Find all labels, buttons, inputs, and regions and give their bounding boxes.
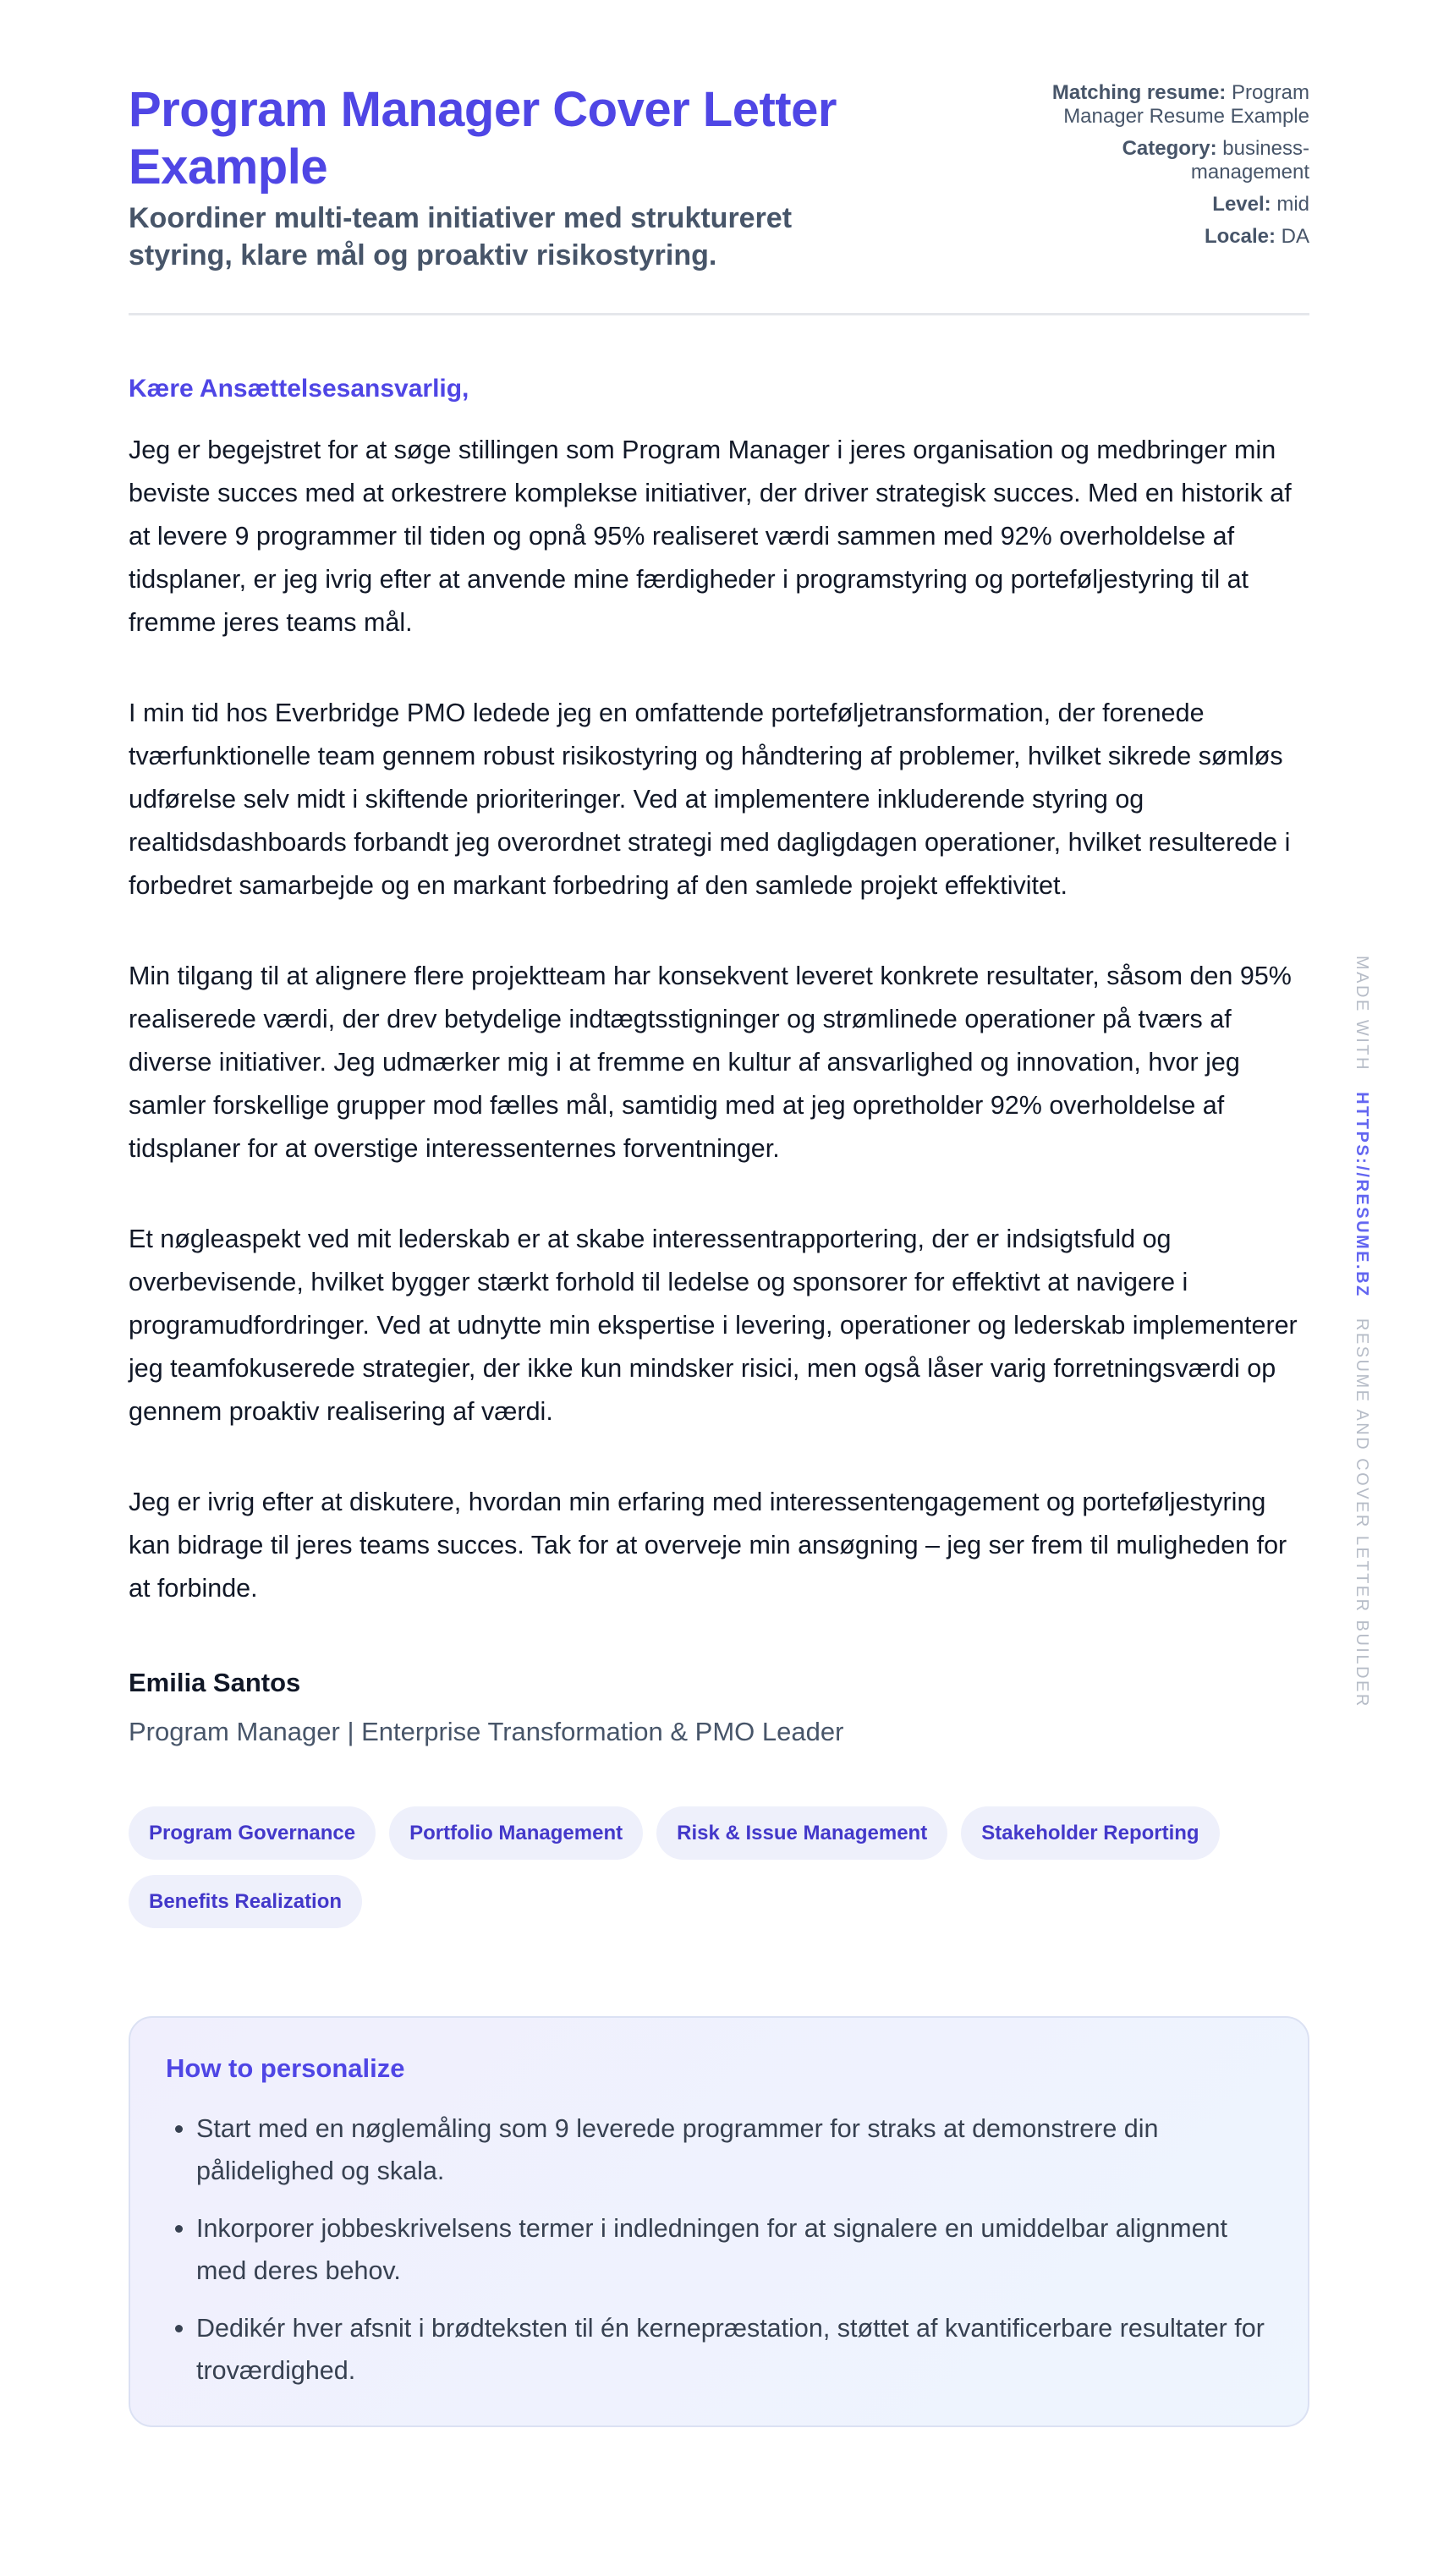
meta-value: business-management [1190,137,1309,184]
meta-value: mid [1276,193,1309,216]
meta-key: Category: [1122,137,1217,160]
skill-tag: Benefits Realization [129,1875,362,1928]
meta-info [1022,81,1309,257]
skill-tag: Risk & Issue Management [656,1806,947,1860]
meta-locale [1022,225,1309,249]
header-titles [129,81,873,274]
letter-paragraph: Jeg er ivrig efter at diskutere, hvordan min erfaring med interessentengagement og porteføljestyring kan bidrage til jeres teams succes. Tak for at overveje min ansøgning – jeg ser frem til muligheden for at forbinde. [129,1488,1287,1603]
letter-paragraph: I min tid hos Everbridge PMO ledede jeg en omfattende porteføljetransformation, der forenede tværfunktionelle team gennem robust risikostyring og håndtering af problemer, hvilket sikrede sømløs udførelse selv midt i skiftende prioriteringer. Ved at implementere inkluderende styring og realtidsdashboards forbandt jeg overordnet strategi med dagligdagen operationer, hvilket resulterede i forbedret samarbejde og en markant forbedring af den samlede projekt effektivitet. [129,699,1291,900]
skill-tags [129,1806,1309,1928]
letter-body [129,429,1309,1610]
page-title: Program Manager Cover Letter Example [129,82,837,195]
meta-category [1022,137,1309,184]
signature-name: Emilia Santos [129,1668,301,1697]
tips-heading: How to personalize [166,2053,405,2083]
meta-key: Locale: [1204,225,1276,248]
meta-key: Matching resume: [1051,81,1227,104]
credit-link[interactable]: HTTPS://RESUME.BZ [1353,1092,1371,1298]
skill-tag: Program Governance [129,1806,376,1860]
letter-header [129,81,1309,315]
meta-value: DA [1281,225,1309,248]
credit-suffix: RESUME AND COVER LETTER BUILDER [1353,1318,1371,1708]
salutation: Kære Ansættelsesansvarlig, [129,375,469,403]
credit-prefix: MADE WITH [1353,956,1371,1072]
letter-paragraph: Et nøgleaspekt ved mit lederskab er at skabe interessentrapportering, der er indsigtsfuld og overbevisende, hvilket bygger stærkt forhold til ledelse og sponsorer for effektivt at navigere i programudfordringer. Ved at udnytte min ekspertise i levering, operationer og lederskab implementerer jeg teamfokuserede strategier, der ikke kun mindsker risici, men også låser varig forretningsværdi op gennem proaktiv realisering af værdi. [129,1225,1298,1426]
meta-matching-resume [1022,81,1309,129]
tip-item: • Inkorporer jobbeskrivelsens termer i indledningen for at signalere en umiddelbar alignment med deres behov. [196,2207,1272,2292]
signature-title: Program Manager | Enterprise Transformation & PMO Leader [129,1717,844,1746]
letter-paragraph: Jeg er begejstret for at søge stillingen som Program Manager i jeres organisation og medbringer min beviste succes med at orkestrere komplekse initiativer, der driver strategisk succes. Med en historik af at levere 9 programmer til tiden og opnå 95% realiseret værdi sammen med 92% overholdelse af tidsplaner, er jeg ivrig efter at anvende mine færdigheder i programstyring og porteføljestyring til at fremme jeres teams mål. [129,436,1292,637]
letter-paragraph: Min tilgang til at alignere flere projektteam har konsekvent leveret konkrete resultater, såsom den 95% realiserede værdi, der drev betydelige indtægtsstigninger og strømlinede operationer på tværs af diverse initiativer. Jeg udmærker mig i at fremme en kultur af ansvarlighed og innovation, hvor jeg samler forskellige grupper mod fælles mål, samtidig med at jeg opretholder 92% overholdelse af tidsplaner for at overstige interessenternes forventninger. [129,962,1292,1163]
builder-credit [1336,956,1371,1708]
meta-level [1022,193,1309,216]
personalize-tips-box [129,2016,1309,2427]
meta-value: Program Manager Resume Example [1063,81,1309,128]
skill-tag: Portfolio Management [389,1806,643,1860]
tip-item: • Dedikér hver afsnit i brødteksten til én kernepræstation, støttet af kvantificerbare resultater for troværdighed. [196,2307,1272,2392]
skill-tag: Stakeholder Reporting [961,1806,1219,1860]
page-subtitle: Koordiner multi-team initiativer med struktureret styring, klare mål og proaktiv risikostyring. [129,202,793,271]
cover-letter-page [129,81,1309,2427]
tip-item: • Start med en nøglemåling som 9 leverede programmer for straks at demonstrere din pålidelighed og skala. [196,2107,1272,2192]
meta-key: Level: [1212,193,1271,216]
tips-list [166,2107,1272,2392]
